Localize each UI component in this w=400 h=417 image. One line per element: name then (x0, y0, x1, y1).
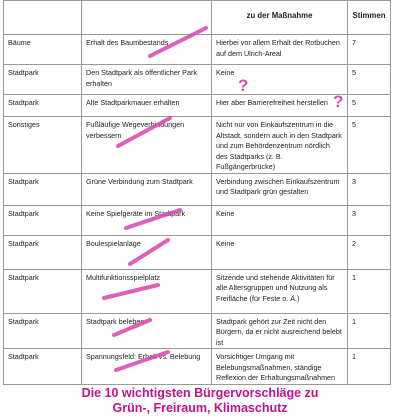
table-row (4, 205, 391, 235)
cell-category: Stadtpark (4, 173, 82, 205)
cell-votes: 7 (348, 35, 391, 65)
cell-comment: Vorsichtiger Umgang mit Belebungsmaßnahmen, ständige Reflexion der Erhaltungsmaßnahmen (212, 349, 348, 385)
cell-comment: Keine (212, 235, 348, 269)
cell-comment: Keine (212, 65, 348, 95)
header-cell-votes: Stimmen (348, 1, 391, 35)
proposals-table (3, 0, 391, 385)
cell-comment: Sitzende und stehende Aktivitäten für alle Altersgruppen und Nutzung als Freifläche (für Feste o. Ä.) (212, 269, 348, 313)
cell-proposal: Erhalt des Baumbestands (82, 35, 212, 65)
cell-comment: Nicht nur von Einkaufszentrum in die Altstadt, sondern auch in den Stadtpark und zum Behördenzentrum nördlich des Stadtparks (z. B. Fußgängerbrücke) (212, 117, 348, 174)
cell-category: Stadtpark (4, 65, 82, 95)
cell-category: Stadtpark (4, 349, 82, 385)
table-row (4, 235, 391, 269)
cell-comment: Keine (212, 205, 348, 235)
cell-votes: 2 (348, 235, 391, 269)
question-mark-annotation: ? (333, 92, 344, 111)
table-row (4, 349, 391, 385)
cell-votes: 3 (348, 173, 391, 205)
cell-proposal: Den Stadtpark als öffentlicher Park erhalten (82, 65, 212, 95)
cell-comment: Verbindung zwischen Einkaufszentrum und Stadtpark grün gestalten (212, 173, 348, 205)
cell-category: Stadtpark (4, 313, 82, 349)
table-row (4, 35, 391, 65)
cell-proposal: Fußläufige Wegeverbindungen verbessern (82, 117, 212, 174)
cell-votes: 1 (348, 269, 391, 313)
cell-votes: 1 (348, 313, 391, 349)
cell-category: Stadtpark (4, 205, 82, 235)
cell-votes: 3 (348, 205, 391, 235)
question-mark-annotation: ? (238, 76, 249, 95)
table-row (4, 117, 391, 174)
cell-category: Stadtpark (4, 95, 82, 117)
cell-votes: 1 (348, 349, 391, 385)
cell-votes: 5 (348, 117, 391, 174)
cell-votes: 5 (348, 95, 391, 117)
table-row (4, 269, 391, 313)
cell-comment: Hier aber Barrierefreiheit herstellen (212, 95, 348, 117)
cell-category: Stadtpark (4, 269, 82, 313)
table-row (4, 173, 391, 205)
cell-proposal: Alte Stadtparkmauer erhalten (82, 95, 212, 117)
table-row (4, 313, 391, 349)
cell-category: Sonstiges (4, 117, 82, 174)
cell-votes: 5 (348, 65, 391, 95)
cell-comment: Hierbei vor allem Erhalt der Rotbuchen auf dem Ulrich-Areal (212, 35, 348, 65)
cell-proposal: Keine Spielgeräte im Stadtpark (82, 205, 212, 235)
caption-line-1: Die 10 wichtigsten Bürgervorschläge zu (81, 386, 319, 400)
table-body (4, 35, 391, 385)
cell-proposal: Multifunktionsspielplatz (82, 269, 212, 313)
header-cell-comment: zu der Maßnahme (212, 1, 348, 35)
cell-proposal: Spannungsfeld: Erhalt vs. Belebung (82, 349, 212, 385)
cell-proposal: Grüne Verbindung zum Stadtpark (82, 173, 212, 205)
table-header-row (4, 1, 391, 35)
cell-comment: Stadtpark gehört zur Zeit nicht den Bürgern, da er nicht ausreichend belebt ist (212, 313, 348, 349)
table-row (4, 65, 391, 95)
caption-line-2: Grün-, Freiraum, Klimaschutz (112, 401, 288, 415)
header-cell-category (4, 1, 82, 35)
cell-proposal: Boulespielanlage (82, 235, 212, 269)
cell-proposal: Stadtpark beleben (82, 313, 212, 349)
cell-category: Bäume (4, 35, 82, 65)
cell-category: Stadtpark (4, 235, 82, 269)
header-cell-proposal (82, 1, 212, 35)
